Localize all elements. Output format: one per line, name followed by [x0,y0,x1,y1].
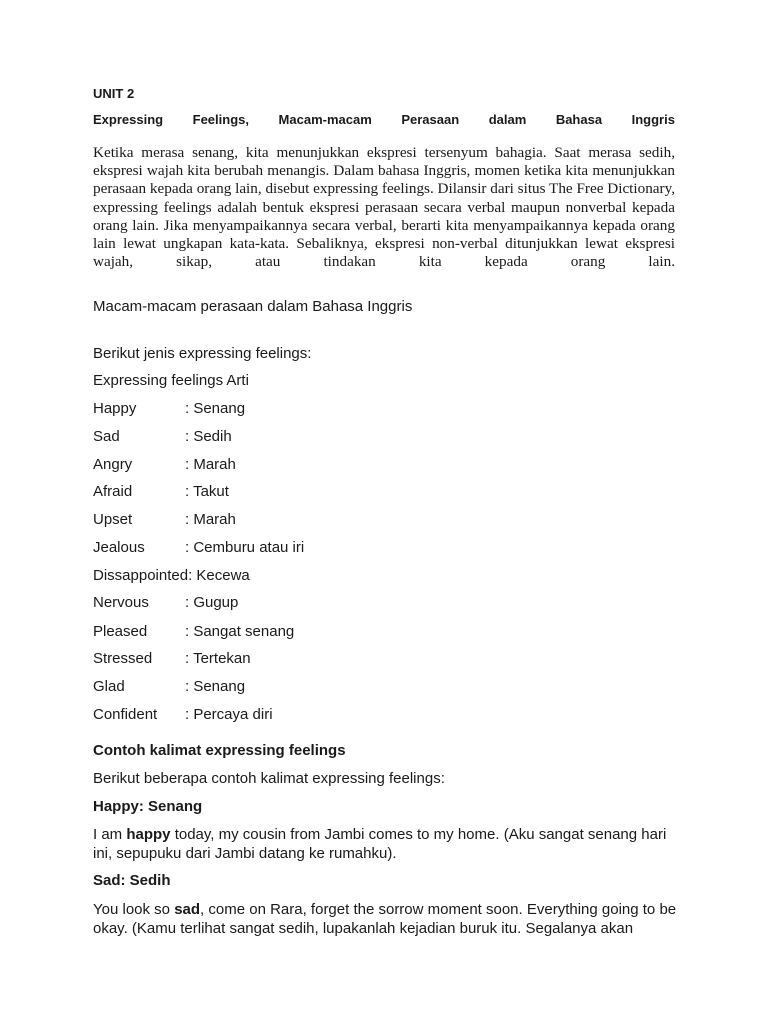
feeling-term: Angry [93,456,133,473]
sentence-text: , come on Rara, forget the sorrow moment soon. Everything going to be okay. (Kamu terlihat sangat sedih, lupakanlah kejadian buruk itu. Segalanya akan [93,901,677,937]
feeling-row [93,511,236,528]
feeling-row [93,539,304,556]
feeling-meaning: : Sangat senang [185,623,295,640]
feeling-term: Dissappointed [93,567,189,584]
feeling-term: Happy [93,400,137,417]
subtitle-word: dalam [488,112,527,127]
examples-intro: Berikut beberapa contoh kalimat expressing feelings: [93,770,445,787]
document-subtitle [93,112,675,127]
feeling-meaning: : Marah [185,456,236,473]
feeling-row [93,400,245,417]
feeling-row [93,483,229,500]
feeling-meaning: : Marah [185,511,236,528]
feeling-term: Nervous [93,594,149,611]
feeling-term: Confident [93,706,158,723]
subtitle-word: Expressing [93,112,164,127]
feeling-row [93,678,245,695]
example-happy-sentence [93,825,683,863]
feeling-term: Upset [93,511,133,528]
feeling-meaning: : Senang [185,678,246,695]
feeling-row [93,428,232,445]
example-sad-sentence [93,900,683,938]
feeling-term: Sad [93,428,120,445]
sentence-text: You look so [93,901,175,918]
sentence-text: I am [93,826,127,843]
intro-paragraph: Ketika merasa senang, kita menunjukkan ekspresi tersenyum bahagia. Saat merasa sedih, ekspresi wajah kita berubah menangis. Dalam bahasa Inggris, momen ketika kita menunjukkan perasaan kepada orang lain, disebut expressing feelings. Dilansir dari situs The Free Dictionary, expressing feelings adalah bentuk ekspresi perasaan secara verbal maupun nonverbal kepada orang lain. Jika menyampaikannya secara verbal, berarti kita menyampaikannya kepada orang lain lewat ungkapan kata-kata. Sebaliknya, ekspresi non-verbal ditunjukkan lewat ekspresi wajah, sikap, atau tindakan kita kepada orang lain. [93,144,676,271]
sentence-keyword: happy [126,826,171,843]
feeling-term: Pleased [93,623,148,640]
sentence-text: today, my cousin from Jambi comes to my home. (Aku sangat senang hari ini, sepupuku dari Jambi datang ke rumahku). [93,826,667,862]
feeling-term: Stressed [93,650,153,667]
feeling-meaning: : Percaya diri [185,706,273,723]
subtitle-word: Perasaan [401,112,460,127]
examples-heading: Contoh kalimat expressing feelings [93,742,346,759]
subtitle-word: Macam-macam [278,112,372,127]
feeling-meaning: : Takut [185,483,229,500]
unit-title: UNIT 2 [93,86,135,101]
feeling-meaning: : Senang [185,400,246,417]
feeling-term: Glad [93,678,125,695]
sentence-keyword: sad [174,901,201,918]
subtitle-word: Inggris [631,112,675,127]
feeling-term: Jealous [93,539,145,556]
feeling-row [93,706,273,723]
feeling-row [93,623,294,640]
table-header: Expressing feelings Arti [93,372,249,389]
subtitle-word: Bahasa [555,112,603,127]
feeling-row [93,456,236,473]
feeling-row [93,567,250,584]
example-happy-heading: Happy: Senang [93,798,203,815]
list-intro: Berikut jenis expressing feelings: [93,345,312,362]
feeling-meaning: : Cemburu atau iri [185,539,305,556]
feeling-term: Afraid [93,483,133,500]
feeling-row [93,594,238,611]
feeling-row [93,650,251,667]
example-sad-heading: Sad: Sedih [93,872,171,889]
feeling-meaning: : Sedih [185,428,232,445]
section-heading: Macam-macam perasaan dalam Bahasa Inggris [93,298,413,315]
feeling-meaning: : Gugup [185,594,239,611]
subtitle-word: Feelings, [192,112,249,127]
feeling-meaning: : Kecewa [188,567,250,584]
feeling-meaning: : Tertekan [185,650,251,667]
